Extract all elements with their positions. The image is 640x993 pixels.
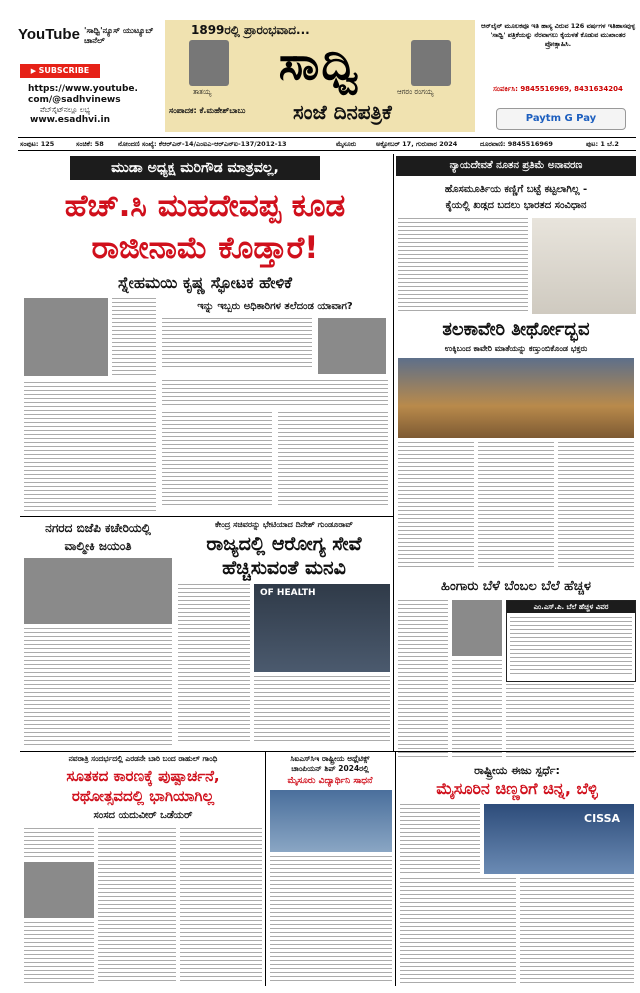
side-question-body-4 bbox=[278, 412, 388, 508]
masthead-title: ಸಾಧ್ವಿ bbox=[278, 36, 362, 90]
masthead bbox=[165, 20, 475, 132]
swim-body-1 bbox=[400, 804, 480, 874]
left-portrait bbox=[189, 40, 229, 86]
msp-table-title: ಎಂ.ಎಸ್.ಪಿ. ಬೆಲೆ ಹೆಚ್ಚಳ ವಿವರ bbox=[507, 601, 635, 613]
valmiki-headline-1: ನಗರದ ಬಿಜೆಪಿ ಕಚೇರಿಯಲ್ಲಿ bbox=[45, 521, 151, 535]
lead-subhead: ಸ್ನೇಹಮಯಿ ಕೃಷ್ಣ ಸ್ಫೋಟಕ ಹೇಳಿಕೆ bbox=[117, 273, 293, 292]
health-headline-1: ರಾಜ್ಯದಲ್ಲಿ ಆರೋಗ್ಯ ಸೇವೆ bbox=[206, 533, 362, 555]
youtube-logo[interactable] bbox=[18, 24, 80, 46]
statue-headline-2: ಕೈಯಲ್ಲಿ ಖಡ್ಗದ ಬದಲು ಭಾರತದ ಸಂವಿಧಾನ bbox=[445, 200, 587, 211]
date: ಅಕ್ಟೋಬರ್ 17, ಗುರುವಾರ 2024 bbox=[376, 140, 458, 148]
athletics-kicker-1: ಸಿಐಎಸ್‌ಸಿಇ ರಾಷ್ಟ್ರೀಯ ಅಥ್ಲೆಟಿಕ್ಸ್ bbox=[290, 754, 370, 763]
dasara-byline: ಸಂಸದ ಯದುವೀರ್ ಒಡೆಯರ್ bbox=[93, 810, 193, 821]
talakaveri-photo bbox=[398, 358, 634, 438]
health-body-2 bbox=[254, 676, 390, 744]
statue-photo bbox=[532, 218, 636, 314]
side-question-body-3 bbox=[162, 412, 272, 508]
talakaveri-subhead: ಉಕ್ಕಿಬಂದ ಕಾವೇರಿ ಮಾತೆಯನ್ನು ಕಣ್ತುಂಬಿಕೊಂಡ ಭಕ್ತರು bbox=[444, 344, 588, 353]
youtube-url-2[interactable]: com/@sadhvinews bbox=[28, 95, 121, 105]
dasara-photo bbox=[24, 862, 94, 918]
lead-kicker: ಮುಡಾ ಅಧ್ಯಕ್ಷ ಮರಿಗೌಡ ಮಾತ್ರವಲ್ಲ, bbox=[70, 156, 320, 180]
athletics-body bbox=[270, 856, 392, 984]
dasara-headline-1: ಸೂತಕದ ಕಾರಣಕ್ಕೆ ಪುಷ್ಪಾರ್ಚನೆ, bbox=[66, 767, 220, 785]
lead-headline-1: ಹೆಚ್.ಸಿ ಮಹದೇವಪ್ಪ ಕೂಡ bbox=[64, 188, 346, 224]
dasara-kicker: ನವರಾತ್ರಿ ಸಂದರ್ಭದಲ್ಲಿ ಎರಡನೇ ಬಾರಿ ಬಂದ ರಾಹುಲ್ ಗಾಂಧಿ bbox=[68, 754, 218, 763]
registration: ನೋಂದಣಿ ಸಂಖ್ಯೆ: ಕೆಆರ್‌ಎನ್-14/ಎಂಐಎ-ಆರ್‌ಎನ್‌ಐ-137/2012-13 bbox=[118, 140, 287, 148]
editor-line: ಸಂಪಾದಕ: ಕೆ.ಮಹೇಶ್‌ಬಾಬು bbox=[169, 106, 246, 115]
swim-body-2 bbox=[400, 878, 516, 984]
lead-headline-2: ರಾಜೀನಾಮೆ ಕೊಡ್ತಾರೆ! bbox=[91, 230, 319, 266]
subscribe-button[interactable] bbox=[20, 64, 100, 78]
swim-kicker: ರಾಷ್ಟ್ರೀಯ ಈಜು ಸ್ಪರ್ಧೆ: bbox=[474, 764, 560, 777]
health-kicker: ಕೇಂದ್ರ ಸಚಿವರನ್ನು ಭೇಟಿಯಾದ ದಿನೇಶ್ ಗುಂಡೂರಾವ್ bbox=[215, 520, 353, 529]
since-line: 1899ರಲ್ಲಿ ಪ್ರಾರಂಭವಾದ... bbox=[191, 23, 310, 37]
talakaveri-headline: ತಲಕಾವೇರಿ ತೀರ್ಥೋದ್ಭವ bbox=[442, 319, 590, 340]
divider-horizontal-1 bbox=[20, 516, 394, 517]
statue-kicker: ನ್ಯಾಯದೇವತೆ ನೂತನ ಪ್ರತಿಮೆ ಅನಾವರಣ bbox=[396, 156, 636, 176]
swim-body-3 bbox=[520, 878, 634, 984]
health-body-1 bbox=[178, 584, 250, 744]
athletics-photo bbox=[270, 790, 392, 852]
hingaru-photo bbox=[452, 600, 502, 656]
support-promo bbox=[480, 22, 636, 132]
health-headline-2: ಹೆಚ್ಚಿಸುವಂತೆ ಮನವಿ bbox=[222, 557, 346, 579]
divider-vertical-2 bbox=[265, 752, 266, 986]
talakaveri-body-2 bbox=[478, 442, 554, 570]
hingaru-body-2 bbox=[452, 660, 502, 760]
athletics-headline: ಮೈಸೂರು ವಿದ್ಯಾರ್ಥಿನಿ ಸಾಧನೆ bbox=[287, 776, 373, 786]
lead-body-col-1 bbox=[112, 298, 156, 378]
tagline: ಸಂಜೆ ದಿನಪತ್ರಿಕೆ bbox=[293, 100, 392, 124]
promo-phone: ಸಂಪರ್ಕಿಸಿ: 9845516969, 8431634204 bbox=[493, 85, 623, 93]
swim-headline: ಮೈಸೂರಿನ ಚಿಣ್ಣರಿಗೆ ಚಿನ್ನ, ಬೆಳ್ಳಿ bbox=[436, 779, 598, 798]
phone: ದೂರವಾಣಿ: 9845516969 bbox=[480, 140, 553, 148]
side-question-body-2 bbox=[162, 380, 388, 406]
valmiki-body bbox=[24, 628, 172, 746]
youtube-promo bbox=[18, 24, 158, 124]
health-photo bbox=[254, 584, 390, 672]
health-photo-sign: OF HEALTH bbox=[260, 588, 316, 598]
side-question-title: ಇನ್ನು ಇಬ್ಬರು ಅಧಿಕಾರಿಗಳ ತಲೆದಂಡ ಯಾವಾಗ? bbox=[197, 301, 353, 312]
left-portrait-name: ತಾತಯ್ಯ bbox=[193, 88, 212, 96]
issue: ಸಂಚಿಕೆ: 58 bbox=[76, 140, 104, 148]
city: ಮೈಸೂರು bbox=[336, 140, 357, 148]
divider-horizontal-2 bbox=[20, 751, 636, 752]
talakaveri-body-3 bbox=[558, 442, 634, 570]
dasara-body-2 bbox=[98, 828, 176, 984]
right-portrait bbox=[411, 40, 451, 86]
promo-text: ಆನ್‌ಲೈನ್ ಮೂಲಕವೂ ಇತಿ ಹಾಸ್ಯ ವಿರುವ 126 ವರ್ಷಗಳ ಇತಿಹಾಸವುಳ್ಳ 'ಸಾಧ್ವಿ' ಪತ್ರಿಕೆಯನ್ನು ನೆರವಾಗಲು ಕೈಯಳತೆ ಕೊಡುವ ಮುಖಾಂತರ ಪ್ರೋತ್ಸಾಹಿಸಿ. bbox=[480, 22, 636, 48]
talakaveri-body-1 bbox=[398, 442, 474, 570]
lead-body-col-1b bbox=[24, 382, 156, 512]
header bbox=[0, 0, 640, 133]
dasara-body-1 bbox=[24, 828, 94, 858]
payment-label: Paytm G Pay bbox=[525, 113, 597, 124]
side-question-photo bbox=[318, 318, 386, 374]
youtube-channel-text: 'ಸಾಧ್ವಿ'ನ್ಯೂಸ್ ಯುಟ್ಯೂಬ್ ಚಾನೆಲ್ bbox=[84, 26, 154, 45]
hingaru-headline: ಹಿಂಗಾರು ಬೆಳೆ ಬೆಂಬಲ ಬೆಲೆ ಹೆಚ್ಚಳ bbox=[441, 579, 591, 594]
swim-photo-sign: CISSA bbox=[584, 812, 621, 825]
dasara-headline-2: ರಥೋತ್ಸವದಲ್ಲಿ ಭಾಗಿಯಾಗಿಲ್ಲ bbox=[71, 787, 215, 805]
valmiki-photo bbox=[24, 558, 172, 624]
hingaru-body-3 bbox=[506, 684, 634, 760]
statue-headline-1: ಹೊಸಮೂರ್ತಿಯ ಕಣ್ಣಿಗೆ ಬಟ್ಟೆ ಕಟ್ಟಲಾಗಿಲ್ಲ - bbox=[444, 184, 588, 195]
dasara-body-3 bbox=[180, 828, 262, 984]
right-portrait-name: ಆಗರಂ ರಂಗಯ್ಯ bbox=[397, 88, 434, 96]
lead-photo bbox=[24, 298, 108, 376]
side-question-body bbox=[162, 318, 312, 368]
pages: ಪುಟ: 1 ಬೆ.2 bbox=[586, 140, 619, 148]
subscribe-label: SUBSCRIBE bbox=[38, 66, 90, 75]
dasara-body-4 bbox=[24, 922, 94, 984]
msp-table-body bbox=[510, 617, 632, 677]
website-url[interactable]: www.esadhvi.in bbox=[30, 115, 111, 125]
swim-photo bbox=[484, 804, 634, 874]
website-label: ವೆಬ್‌ಸೈಟ್‌ನಲ್ಲೂ ಲಭ್ಯ bbox=[40, 106, 91, 114]
side-question-box bbox=[162, 300, 388, 510]
divider-vertical-1 bbox=[393, 154, 394, 752]
info-bar bbox=[18, 137, 636, 151]
valmiki-headline-2: ವಾಲ್ಮೀಕಿ ಜಯಂತಿ bbox=[64, 539, 132, 553]
statue-body bbox=[398, 218, 528, 314]
volume: ಸಂಪುಟ: 125 bbox=[20, 140, 55, 148]
play-icon: ▶ bbox=[30, 67, 39, 75]
athletics-kicker-2: ಚಾಂಪಿಯನ್ ಶಿಪ್ 2024ರಲ್ಲಿ bbox=[291, 764, 369, 773]
youtube-url-1[interactable]: https://www.youtube. bbox=[28, 84, 138, 94]
hingaru-body-1 bbox=[398, 600, 448, 760]
youtube-logo-text: YouTube bbox=[18, 26, 80, 43]
divider-vertical-3 bbox=[395, 752, 396, 986]
payment-logos[interactable] bbox=[496, 108, 626, 130]
msp-table bbox=[506, 600, 636, 682]
